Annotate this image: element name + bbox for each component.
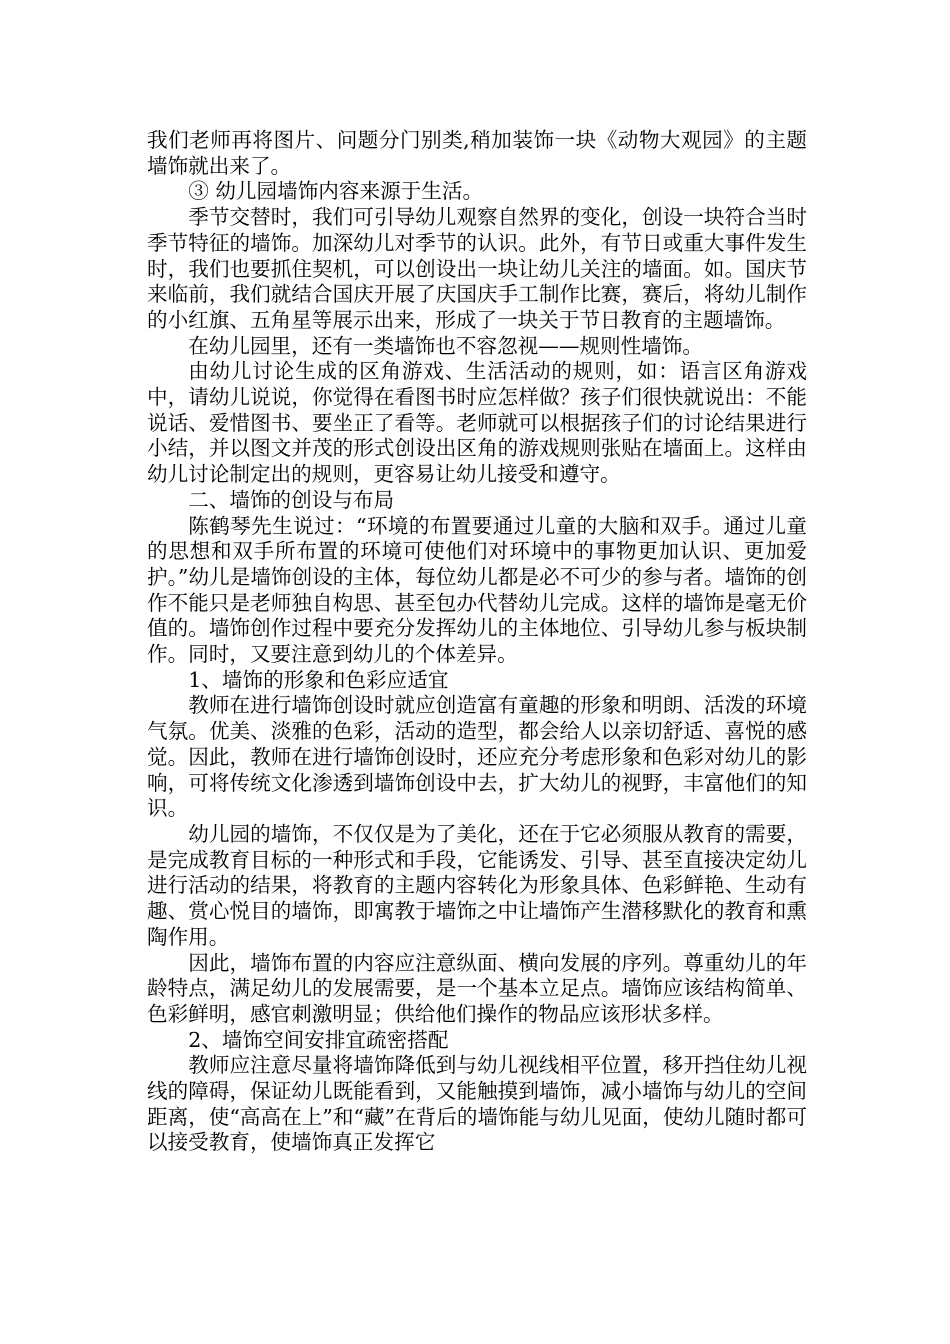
paragraph-area-rules: 由幼儿讨论生成的区角游戏、生活活动的规则，如：语言区角游戏中，请幼儿说说，你觉得在看图书时应怎样做？孩子们很快就说出：不能说话、爱惜图书、要坐正了看等。老师就可以根据孩子们的讨论结果进行小结，并以图文并茂的形式创设出区角的游戏规则张贴在墙面上。这样由幼儿讨论制定出的规则，更容易让幼儿接受和遵守。 (147, 359, 807, 487)
subheading-image-color: 1、墙饰的形象和色彩应适宜 (188, 667, 449, 692)
section-heading-creation-layout: 二、墙饰的创设与布局 (188, 487, 395, 512)
paragraph-education-purpose: 幼儿园的墙饰，不仅仅是为了美化，还在于它必须服从教育的需要，是完成教育目标的一种形式和手段，它能诱发、引导、甚至直接决定幼儿进行活动的结果，将教育的主题内容转化为形象具体、色彩鲜艳、生动有趣、赏心悦目的墙饰，即寓教于墙饰之中让墙饰产生潜移默化的教育和熏陶作用。 (147, 821, 807, 949)
paragraph-intro-continuation: 我们老师再将图片、问题分门别类,稍加装饰一块《动物大观园》的主题墙饰就出来了。 (147, 128, 807, 178)
paragraph-teacher-creation: 教师在进行墙饰创设时就应创造富有童趣的形象和明朗、活泼的环境气氛。优美、淡雅的色彩，活动的造型，都会给人以亲切舒适、喜悦的感觉。因此，教师在进行墙饰创设时，还应充分考虑形象和色彩对幼儿的影响，可将传统文化渗透到墙饰创设中去，扩大幼儿的视野，丰富他们的知识。 (147, 693, 807, 821)
paragraph-sequence-development: 因此，墙饰布置的内容应注意纵面、横向发展的序列。尊重幼儿的年龄特点，满足幼儿的发展需要，是一个基本立足点。墙饰应该结构简单、色彩鲜明，感官刺激明显；供给他们操作的物品应该形状多样。 (147, 950, 807, 1026)
paragraph-subheading-life-source: ③ 幼儿园墙饰内容来源于生活。 (188, 179, 484, 204)
paragraph-rule-wall: 在幼儿园里，还有一类墙饰也不容忽视——规则性墙饰。 (188, 333, 704, 358)
document-body (147, 128, 807, 1156)
subheading-space-arrangement: 2、墙饰空间安排宜疏密搭配 (188, 1027, 449, 1052)
paragraph-eye-level: 教师应注意尽量将墙饰降低到与幼儿视线相平位置，移开挡住幼儿视线的障碍，保证幼儿既能看到，又能触摸到墙饰，减小墙饰与幼儿的空间距离，使“高高在上”和“藏”在背后的墙饰能与幼儿见面，使幼儿随时都可以接受教育，使墙饰真正发挥它 (147, 1053, 807, 1155)
paragraph-chen-heqin-quote: 陈鹤琴先生说过：“环境的布置要通过儿童的大脑和双手。通过儿童的思想和双手所布置的环境可使他们对环境中的事物更加认识、更加爱护。”幼儿是墙饰创设的主体，每位幼儿都是必不可少的参与者。墙饰的创作不能只是老师独自构思、甚至包办代替幼儿完成。这样的墙饰是毫无价值的。墙饰创作过程中要充分发挥幼儿的主体地位、引导幼儿参与板块制作。同时，又要注意到幼儿的个体差异。 (147, 513, 807, 667)
paragraph-season-festival: 季节交替时，我们可引导幼儿观察自然界的变化，创设一块符合当时季节特征的墙饰。加深幼儿对季节的认识。此外，有节日或重大事件发生时，我们也要抓住契机，可以创设出一块让幼儿关注的墙面。如。国庆节来临前，我们就结合国庆开展了庆国庆手工制作比赛，赛后，将幼儿制作的小红旗、五角星等展示出来，形成了一块关于节日教育的主题墙饰。 (147, 205, 807, 332)
